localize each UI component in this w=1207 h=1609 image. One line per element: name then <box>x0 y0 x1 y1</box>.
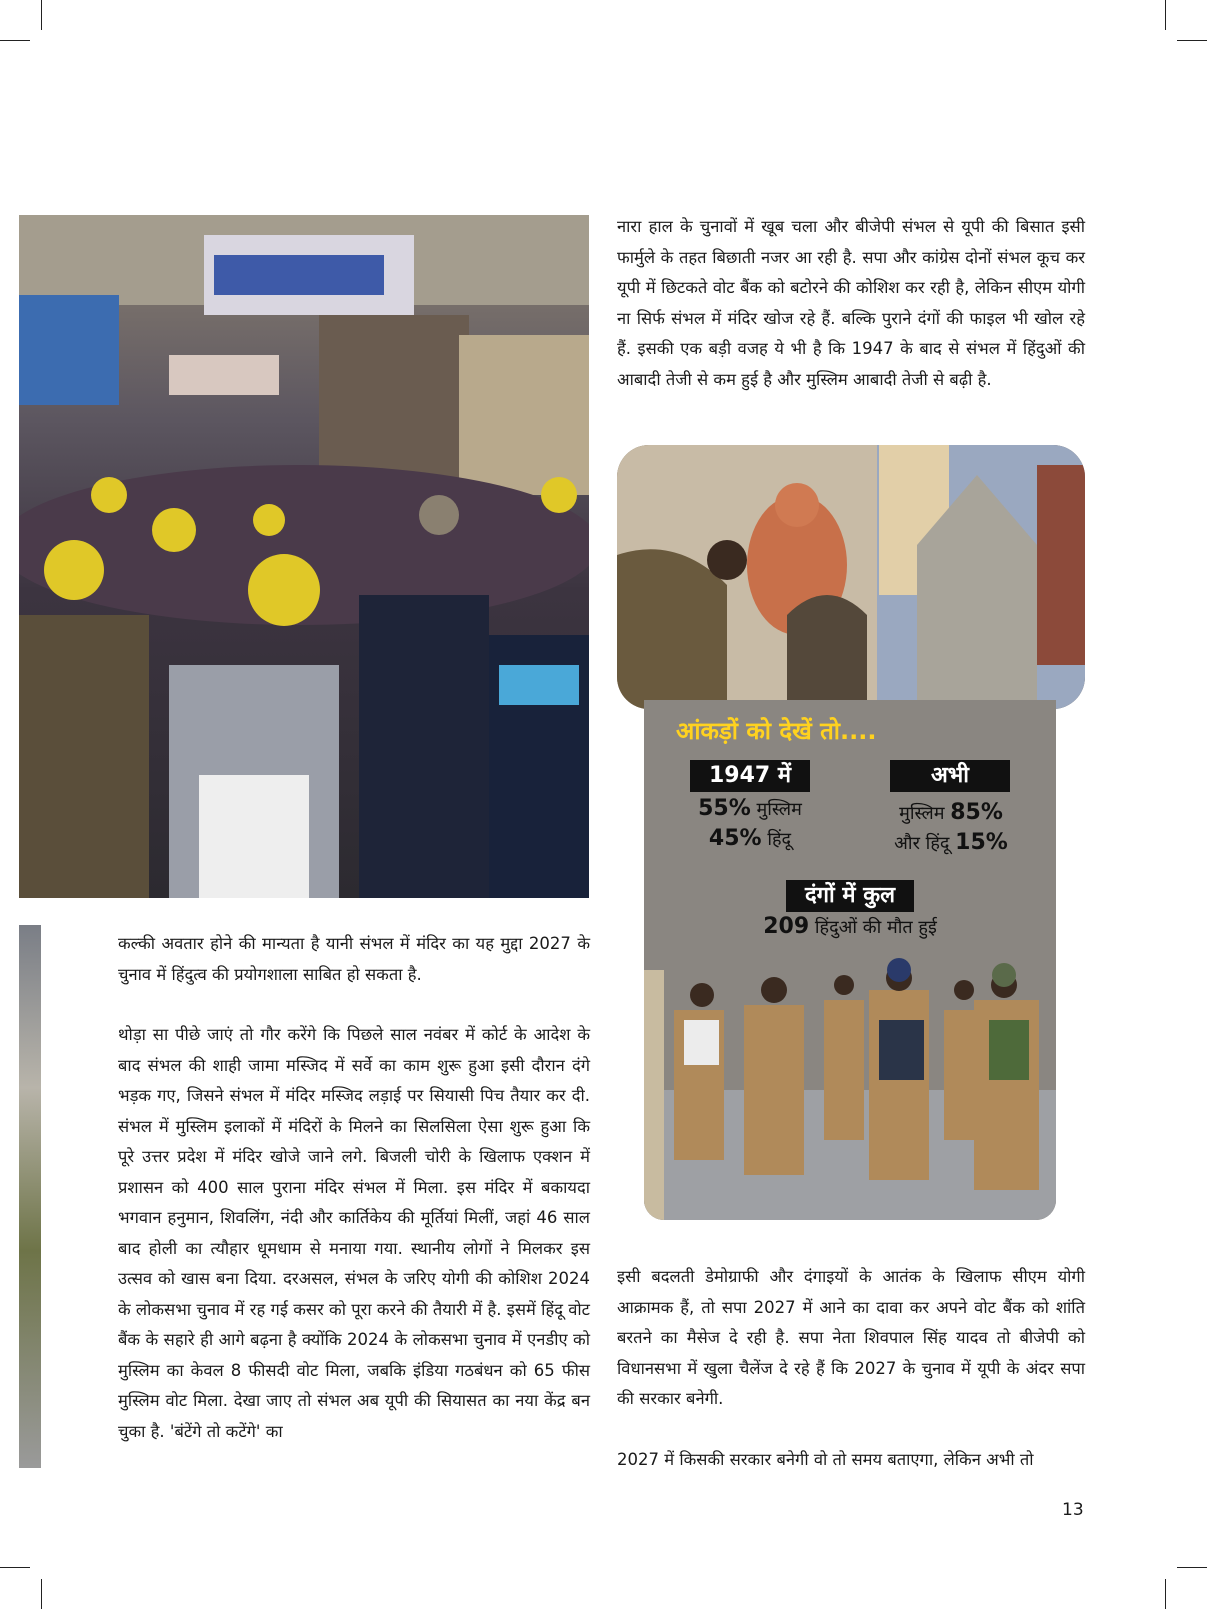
riot-label: दंगों में कुल <box>786 880 914 912</box>
edge-photo-strip <box>19 925 41 1468</box>
temple-idol-photo <box>617 445 1085 709</box>
crop-mark <box>41 1579 42 1609</box>
stat-word: हिंदुओं की मौत हुई <box>814 917 937 938</box>
crop-mark <box>0 40 30 41</box>
paragraph: इसी बदलती डेमोग्राफी और दंगाइयों के आतंक के खिलाफ सीएम योगी आक्रामक हैं, तो सपा 2027 में आने का दावा कर अपने वोट बैंक को शांति बरतने का मैसेज दे रही है. सपा नेता शिवपाल सिंह यादव तो बीजेपी को विधानसभा में खुला चैलेंज दे रहे हैं कि 2027 के चुनाव में यूपी के अंदर सपा की सरकार बनेगी. <box>617 1267 1085 1408</box>
crop-mark <box>1177 1567 1207 1568</box>
stat-value: 45% <box>708 826 762 851</box>
stat-now-hindu <box>856 830 1046 855</box>
crop-mark <box>1165 1579 1166 1609</box>
stat-value: 85% <box>950 800 1003 825</box>
left-column-text <box>118 929 590 1447</box>
crop-mark <box>41 0 42 30</box>
stat-value: 15% <box>955 830 1008 855</box>
statistics-title: आंकड़ों को देखें तो.... <box>676 717 877 745</box>
police-patrol-photo <box>644 950 1056 1220</box>
stat-word: हिंदू <box>767 829 792 850</box>
stat-word: मुस्लिम <box>756 799 802 820</box>
now-label: अभी <box>890 760 1010 792</box>
crowd-police-photo <box>19 215 589 898</box>
paragraph: कल्की अवतार होने की मान्यता है यानी संभल में मंदिर का यह मुद्दा 2027 के चुनाव में हिंदुत्व की प्रयोगशाला साबित हो सकता है. <box>118 934 590 984</box>
stat-1947-muslim <box>664 796 836 821</box>
stat-word: मुस्लिम <box>899 803 945 824</box>
paragraph: नारा हाल के चुनावों में खूब चला और बीजेपी संभल से यूपी की बिसात इसी फार्मुले के तहत बिछाती नजर आ रही है. सपा और कांग्रेस दोनों संभल कूच कर यूपी में छिटकते वोट बैंक को बटोरने की कोशिश कर रही है, लेकिन सीएम योगी ना सिर्फ संभल में मंदिर खोज रहे हैं. बल्कि पुराने दंगों की फाइल भी खोल रहे हैं. इसकी एक बड़ी वजह ये भी है कि 1947 के बाद से संभल में हिंदुओं की आबादी तेजी से कम हुई है और मुस्लिम आबादी तेजी से बढ़ी है. <box>617 217 1085 389</box>
statistics-panel <box>644 700 1056 1220</box>
right-column-top-text <box>617 212 1085 395</box>
stat-word: और हिंदू <box>894 833 950 854</box>
riot-deaths <box>664 914 1036 939</box>
stat-1947-hindu <box>664 826 836 851</box>
stat-value: 55% <box>698 796 751 821</box>
paragraph: थोड़ा सा पीछे जाएं तो गौर करेंगे कि पिछले साल नवंबर में कोर्ट के आदेश के बाद संभल की शाही जामा मस्जिद में सर्वे का काम शुरू हुआ इसी दौरान दंगे भड़क गए, जिसने संभल में मंदिर मस्जिद लड़ाई पर सियासी पिच तैयार कर दी. संभल में मुस्लिम इलाकों में मंदिरों के मिलने का सिलसिला ऐसा शुरू हुआ कि पूरे उत्तर प्रदेश में मंदिर खोजे जाने लगे. बिजली चोरी के खिलाफ एक्शन में प्रशासन को 400 साल पुराना मंदिर संभल में मिला. इस मंदिर में बकायदा भगवान हनुमान, शिवलिंग, नंदी और कार्तिकेय की मूर्तियां मिलीं, जहां 46 साल बाद होली का त्यौहार धूमधाम से मनाया गया. स्थानीय लोगों ने मिलकर इस उत्सव को खास बना दिया. दरअसल, संभल के जरिए योगी की कोशिश 2024 के लोकसभा चुनाव में रह गई कसर को पूरा करने की तैयारी में है. इसमें हिंदू वोट बैंक के सहारे ही आगे बढ़ना है क्योंकि 2024 के लोकसभा चुनाव में एनडीए को मुस्लिम का केवल 8 फीसदी वोट मिला, जबकि इंडिया गठबंधन को 65 फीस मुस्लिम वोट मिला. देखा जाए तो संभल अब यूपी की सियासत का नया केंद्र बन चुका है. 'बंटेंगे तो कटेंगे' का <box>118 1025 590 1441</box>
crop-mark <box>1177 40 1207 41</box>
year-1947-label: 1947 में <box>690 760 810 792</box>
paragraph: 2027 में किसकी सरकार बनेगी वो तो समय बताएगा, लेकिन अभी तो <box>617 1449 1034 1469</box>
stat-value: 209 <box>763 914 810 939</box>
stat-now-muslim <box>856 800 1046 825</box>
right-column-bottom-text <box>617 1262 1085 1475</box>
crop-mark <box>1165 0 1166 30</box>
crop-mark <box>0 1567 30 1568</box>
page-number: 13 <box>1062 1500 1084 1520</box>
